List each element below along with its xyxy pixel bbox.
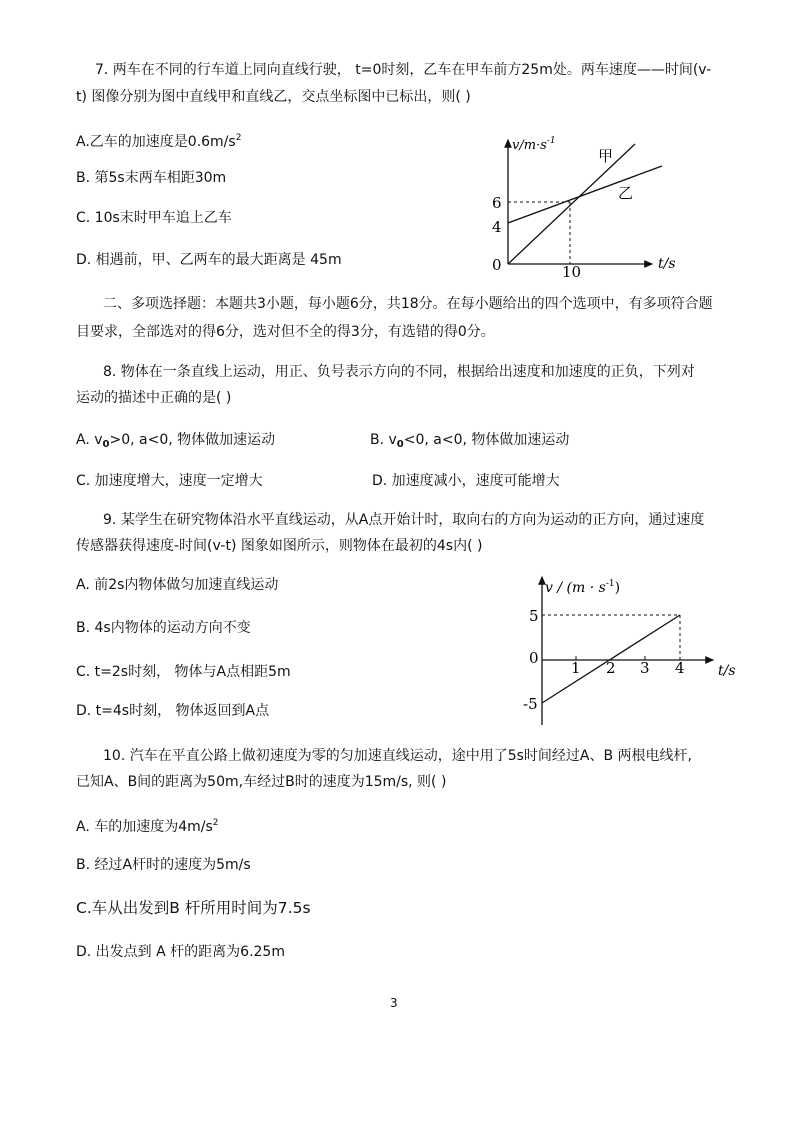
q8-option-a: A. $v_0>0$, a<0, 物体做加速运动: [76, 432, 276, 450]
q8-option-c: C. 加速度增大，速度一定增大: [76, 473, 263, 489]
q10-stem-line2: 已知A、B间的距离为50m,车经过B时的速度为15m/s, 则( ): [76, 774, 447, 790]
origin-label: 0: [492, 256, 502, 274]
tick-label-2: 2: [606, 659, 616, 677]
q10-option-c: C.车从出发到B 杆所用时间为7.5s: [76, 899, 311, 917]
q8-option-b: B. $v_0<0$, a<0, 物体做加速运动: [370, 432, 570, 450]
q7-option-b: B. 第5s末两车相距30m: [76, 170, 227, 186]
q10-option-a: A. 车的加速度为$4m/s^2$: [76, 818, 219, 835]
q7-option-d: D. 相遇前，甲、乙两车的最大距离是 45m: [76, 252, 342, 268]
label-yi: 乙: [618, 184, 634, 202]
tick-label-1: 1: [571, 659, 581, 677]
section2-line1: 二、多项选择题：本题共3小题，每小题6分，共18分。在每小题给出的四个选项中，有多项符合题: [103, 296, 713, 312]
q10-stem-line1: 10. 汽车在平直公路上做初速度为零的匀加速直线运动，途中用了5s时间经过A、B 两根电线杆,: [103, 748, 692, 764]
q10-option-d: D. 出发点到 A 杆的距离为6.25m: [76, 944, 285, 960]
graph1-xlabel: t/s: [658, 256, 676, 272]
tick-label-4: 4: [675, 659, 685, 677]
q7-option-c: C. 10s末时甲车追上乙车: [76, 210, 232, 226]
q7-option-a: A.乙车的加速度是$0.6m/s^2$: [76, 133, 242, 150]
tick-y-neg5: -5: [523, 695, 538, 713]
page-number: 3: [390, 996, 398, 1010]
tick-x-10: 10: [562, 263, 582, 281]
q8-stem-line1: 8. 物体在一条直线上运动，用正、负号表示方向的不同，根据给出速度和加速度的正负，下列对: [103, 364, 695, 380]
graph2-ylabel: $v / (m \cdot s^{-1})$: [545, 579, 621, 596]
q8-option-d: D. 加速度减小，速度可能增大: [372, 473, 560, 489]
tick-y-5: 5: [529, 607, 539, 625]
line-jia: [508, 144, 635, 264]
tick-label-3: 3: [640, 659, 650, 677]
q10-option-b: B. 经过A杆时的速度为5m/s: [76, 857, 251, 873]
q7-stem-line1: 7. 两车在不同的行车道上同向直线行驶， t=0时刻，乙车在甲车前方25m处。两车速度——时间(v-: [95, 62, 712, 78]
graph2-xlabel: t/s: [718, 663, 736, 679]
q9-option-b: B. 4s内物体的运动方向不变: [76, 620, 251, 636]
q9-stem-line1: 9. 某学生在研究物体沿水平直线运动，从A点开始计时，取向右的方向为运动的正方向，通过速度: [103, 512, 705, 528]
q9-option-d: D. t=4s时刻， 物体返回到A点: [76, 703, 270, 719]
q9-vt-graph: [505, 573, 745, 728]
origin-label: 0: [529, 649, 539, 667]
label-jia: 甲: [598, 147, 614, 165]
graph1-ylabel: $v/m\cdot s^{-1}$: [512, 136, 556, 153]
section2-line2: 目要求，全部选对的得6分，选对但不全的得3分，有选错的得0分。: [76, 324, 495, 340]
q8-stem-line2: 运动的描述中正确的是( ): [76, 390, 232, 406]
q7-stem-line2: t) 图像分别为图中直线甲和直线乙，交点坐标图中已标出，则( ): [76, 89, 471, 105]
q7-vt-graph: [480, 132, 680, 282]
q9-option-a: A. 前2s内物体做匀加速直线运动: [76, 577, 279, 593]
q9-stem-line2: 传感器获得速度-时间(v-t) 图象如图所示，则物体在最初的4s内( ): [76, 538, 483, 554]
q9-option-c: C. t=2s时刻， 物体与A点相距5m: [76, 664, 291, 680]
line-yi: [508, 166, 662, 223]
tick-y-6: 6: [492, 194, 502, 212]
tick-y-4: 4: [492, 218, 502, 236]
